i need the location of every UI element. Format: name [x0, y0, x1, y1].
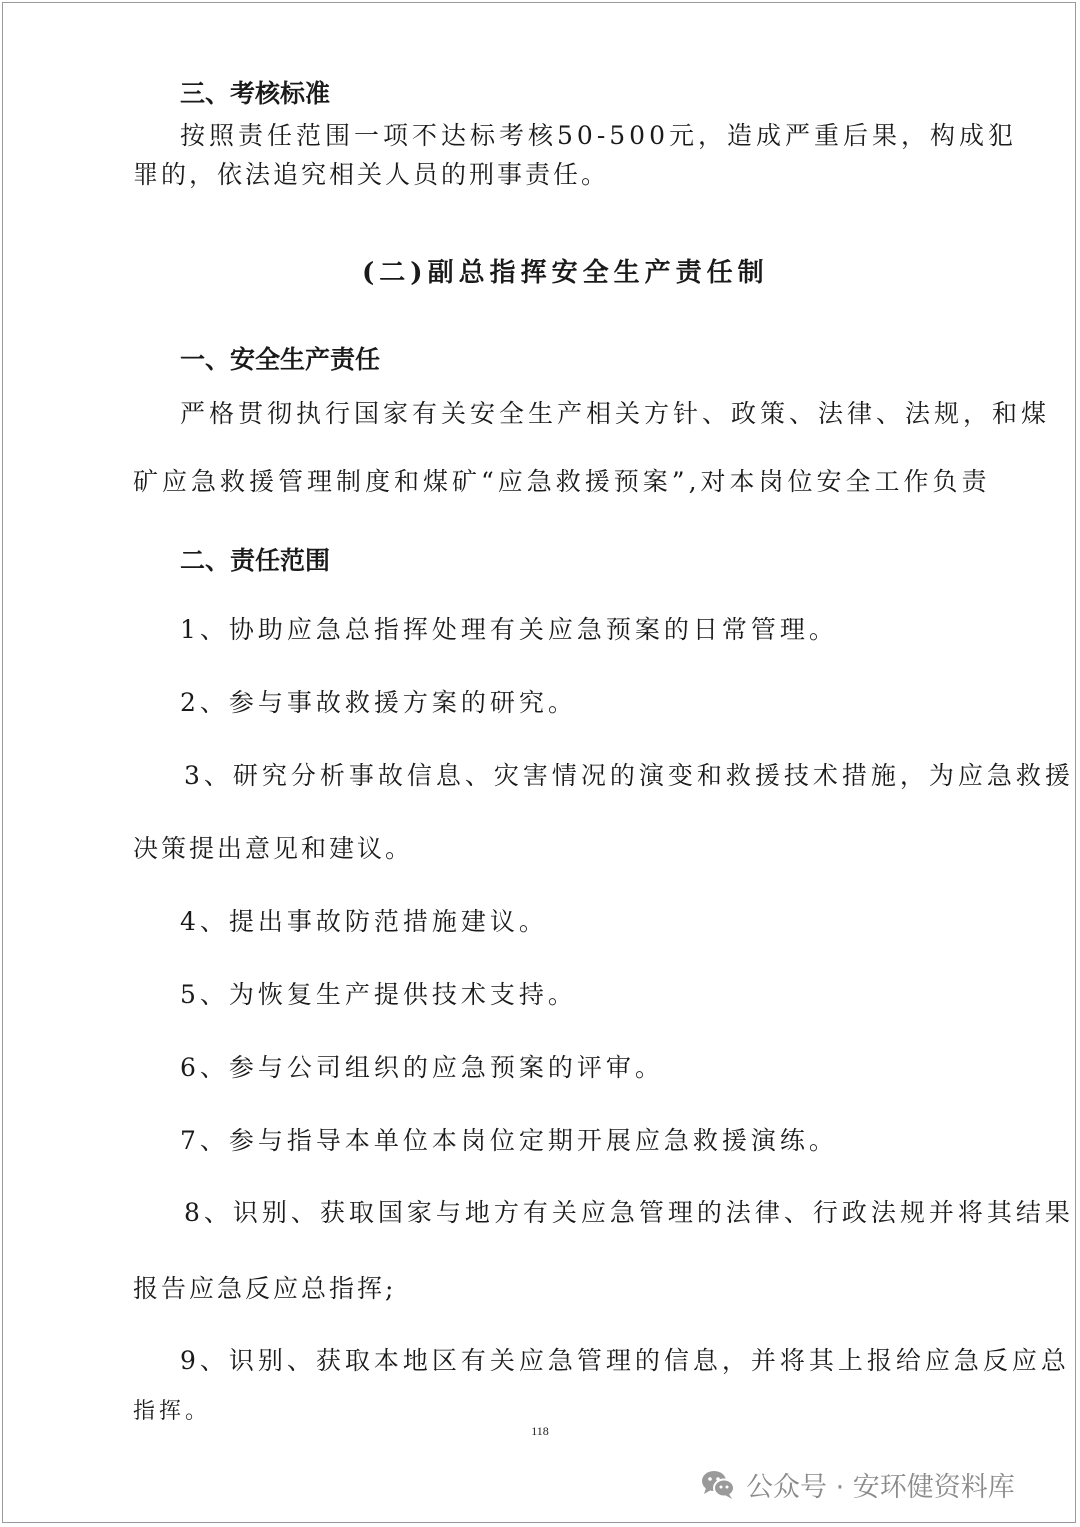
scope-item-continuation: 决策提出意见和建议。 — [133, 834, 414, 863]
watermark-text: 公众号 · 安环健资料库 — [746, 1471, 1015, 1503]
scope-item-continuation: 指挥。 — [133, 1399, 212, 1424]
scope-item: 9、识别、获取本地区有关应急管理的信息，并将其上报给应急反应总 — [180, 1346, 1070, 1375]
scope-item: 3、研究分析事故信息、灾害情况的演变和救援技术措施，为应急救援 — [184, 761, 1074, 790]
assessment-line-1: 按照责任范围一项不达标考核50-500元，造成严重后果，构成犯 — [180, 121, 1017, 150]
scope-item: 5、为恢复生产提供技术支持。 — [180, 980, 577, 1009]
assessment-line-2: 罪的，依法追究相关人员的刑事责任。 — [133, 160, 610, 189]
scope-item-continuation: 报告应急反应总指挥; — [133, 1274, 397, 1303]
responsibility-line-1: 严格贯彻执行国家有关安全生产相关方针、政策、法律、法规，和煤 — [180, 399, 1051, 428]
section-heading-responsibility: 一、安全生产责任 — [180, 345, 381, 374]
watermark — [700, 1466, 1015, 1502]
responsibility-line-2: 矿应急救援管理制度和煤矿“应急救援预案”,对本岗位安全工作负责 — [133, 467, 991, 496]
scope-item: 1、协助应急总指挥处理有关应急预案的日常管理。 — [180, 615, 838, 644]
section-heading-scope: 二、责任范围 — [180, 546, 331, 575]
scope-item: 7、参与指导本单位本岗位定期开展应急救援演练。 — [180, 1126, 838, 1155]
scope-item: 4、提出事故防范措施建议。 — [180, 907, 548, 936]
scope-item: 2、参与事故救援方案的研究。 — [180, 688, 577, 717]
section-heading-assessment: 三、考核标准 — [180, 79, 331, 108]
scope-item: 8、识别、获取国家与地方有关应急管理的法律、行政法规并将其结果 — [184, 1198, 1074, 1227]
page-number: 118 — [531, 1424, 549, 1438]
scope-item: 6、参与公司组织的应急预案的评审。 — [180, 1053, 664, 1082]
document-title: (二)副总指挥安全生产责任制 — [362, 258, 769, 288]
wechat-icon — [700, 1468, 736, 1500]
